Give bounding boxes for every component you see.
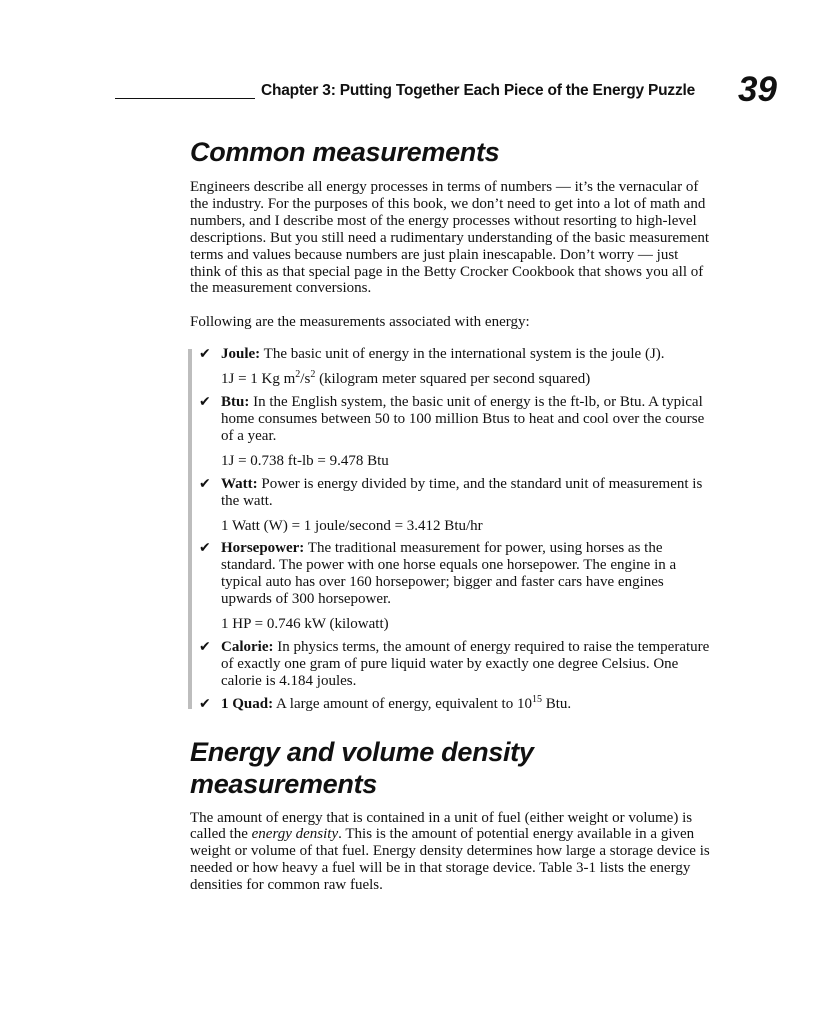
quad-text: A large amount of energy, equivalent to 10 <box>273 695 532 712</box>
checkmark-icon: ✔ <box>199 540 211 557</box>
term-joule: Joule: <box>221 346 261 363</box>
joule-formula-part: /s <box>300 371 311 388</box>
list-item-joule <box>199 346 710 388</box>
horsepower-formula: 1 HP = 0.746 kW (kilowatt) <box>221 616 389 633</box>
calorie-text: In physics terms, the amount of energy required to raise the temperature of exactly one gram of pure liquid water by exactly one degree Celsius. One calorie is 4.184 joules. <box>221 638 710 689</box>
page-content <box>190 136 710 894</box>
list-lead-paragraph: Following are the measurements associated with energy: <box>190 314 530 331</box>
term-btu: Btu: <box>221 394 250 411</box>
list-item-quad <box>199 693 710 713</box>
page-number: 39 <box>738 70 777 109</box>
joule-formula-part: (kilogram meter squared per second squared) <box>315 371 591 388</box>
term-calorie: Calorie: <box>221 638 274 655</box>
btu-formula: 1J = 0.738 ft-lb = 9.478 Btu <box>221 452 389 469</box>
term-quad: 1 Quad: <box>221 695 274 712</box>
list-item-horsepower <box>199 540 710 633</box>
header-rule <box>115 98 255 99</box>
term-horsepower: Horsepower: <box>221 540 305 557</box>
horsepower-text: The traditional measurement for power, using horses as the standard. The power with one horse equals one horsepower. The engine in a typical auto has over 160 horsepower; bigger and faster cars have engines upwards of 300 horsepower. <box>221 540 677 608</box>
joule-formula <box>221 371 710 388</box>
measurement-list <box>188 346 710 712</box>
energy-density-paragraph <box>190 810 710 895</box>
btu-definition <box>221 394 710 445</box>
section-heading-energy-density: Energy and volume density measurements <box>190 736 534 799</box>
checkmark-icon: ✔ <box>199 695 211 712</box>
watt-definition <box>221 476 710 510</box>
joule-formula-exponent: 2 <box>295 369 301 381</box>
btu-text: In the English system, the basic unit of energy is the ft-lb, or Btu. A typical home consumes between 50 to 100 million Btus to heat and cool over the course of a year. <box>221 394 705 444</box>
intro-paragraph: Engineers describe all energy processes in terms of numbers — it’s the vernacular of the industry. For the purposes of this book, we don’t need to get into a lot of math and numbers, and I describe most of the energy processes without resorting to high-level descriptions. But you still need a rudimentary understanding of the basic measurement terms and values because numbers are just plain inescapable. Don’t worry — just think of this as that special page in the Betty Crocker Cookbook that shows you all of the measurement conversions. <box>190 179 710 297</box>
watt-formula: 1 Watt (W) = 1 joule/second = 3.412 Btu/hr <box>221 517 483 534</box>
running-head: Chapter 3: Putting Together Each Piece of the Energy Puzzle <box>261 82 696 99</box>
checkmark-icon: ✔ <box>199 475 211 492</box>
quad-exponent: 15 <box>531 693 542 705</box>
joule-formula-part: 1J = 1 Kg m <box>221 371 296 388</box>
calorie-definition <box>221 639 710 690</box>
quad-text: Btu. <box>541 695 572 712</box>
list-item-btu <box>199 394 710 470</box>
joule-formula-exponent: 2 <box>310 369 316 381</box>
horsepower-definition <box>221 540 710 608</box>
watt-text: Power is energy divided by time, and the standard unit of measurement is the watt. <box>221 475 703 509</box>
term-watt: Watt: <box>221 475 258 492</box>
quad-definition <box>221 693 710 713</box>
joule-text: The basic unit of energy in the international system is the joule (J). <box>260 346 665 363</box>
checkmark-icon: ✔ <box>199 638 211 655</box>
checkmark-icon: ✔ <box>199 394 211 411</box>
energy-density-emphasis: energy density <box>251 826 339 843</box>
list-item-calorie <box>199 638 710 690</box>
joule-definition <box>221 346 710 363</box>
energy-density-text: The amount of energy that is contained in a unit of fuel (either weight or volume) is called the <box>190 809 693 843</box>
energy-density-text: . This is the amount of potential energy available in a given weight or volume of that fuel. Energy density determines how large a storage device is needed or how heavy a fuel will be in that storage device. Table 3-1 lists the energy densities for common raw fuels. <box>190 826 710 894</box>
section-heading-common-measurements: Common measurements <box>190 137 500 167</box>
list-item-watt <box>199 475 710 535</box>
checkmark-icon: ✔ <box>199 346 211 363</box>
list-sidebar-bar <box>188 349 192 708</box>
